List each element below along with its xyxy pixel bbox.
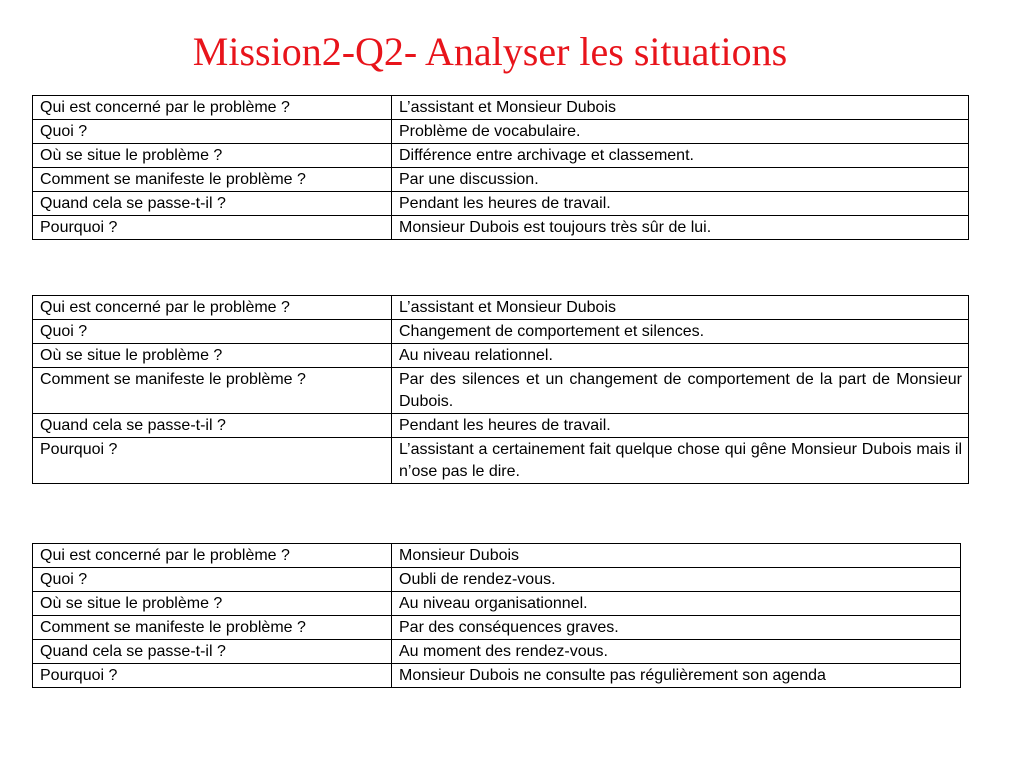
question-cell: Quand cela se passe-t-il ? — [33, 192, 392, 216]
question-cell: Comment se manifeste le problème ? — [33, 616, 392, 640]
question-cell: Comment se manifeste le problème ? — [33, 168, 392, 192]
answer-cell: L’assistant a certainement fait quelque chose qui gêne Monsieur Dubois mais il n’ose pas le dire. — [392, 438, 969, 484]
question-cell: Qui est concerné par le problème ? — [33, 96, 392, 120]
question-cell: Qui est concerné par le problème ? — [33, 544, 392, 568]
question-cell: Où se situe le problème ? — [33, 344, 392, 368]
question-cell: Où se situe le problème ? — [33, 592, 392, 616]
table-row — [33, 438, 969, 484]
page-title: Mission2-Q2- Analyser les situations — [192, 29, 788, 74]
table-row — [33, 568, 961, 592]
answer-cell: Par des silences et un changement de comportement de la part de Monsieur Dubois. — [392, 368, 969, 414]
answer-cell: Au niveau relationnel. — [392, 344, 969, 368]
table-row — [33, 616, 961, 640]
answer-cell: L’assistant et Monsieur Dubois — [392, 96, 969, 120]
table-row — [33, 216, 969, 240]
table-row — [33, 640, 961, 664]
table-row — [33, 544, 961, 568]
answer-cell: Monsieur Dubois — [392, 544, 961, 568]
answer-cell: Pendant les heures de travail. — [392, 192, 969, 216]
table-row — [33, 168, 969, 192]
answer-cell: Au moment des rendez-vous. — [392, 640, 961, 664]
table-row — [33, 344, 969, 368]
situation-table-3 — [32, 543, 961, 688]
situation-table-2 — [32, 295, 969, 484]
answer-cell: L’assistant et Monsieur Dubois — [392, 296, 969, 320]
answer-cell: Par des conséquences graves. — [392, 616, 961, 640]
answer-cell: Pendant les heures de travail. — [392, 414, 969, 438]
question-cell: Quand cela se passe-t-il ? — [33, 414, 392, 438]
question-cell: Pourquoi ? — [33, 438, 392, 484]
question-cell: Pourquoi ? — [33, 664, 392, 688]
table-row — [33, 296, 969, 320]
situation-table-1 — [32, 95, 969, 240]
answer-cell: Monsieur Dubois ne consulte pas régulièrement son agenda — [392, 664, 961, 688]
question-cell: Quoi ? — [33, 320, 392, 344]
answer-cell: Problème de vocabulaire. — [392, 120, 969, 144]
answer-cell: Par une discussion. — [392, 168, 969, 192]
table-row — [33, 120, 969, 144]
answer-cell: Monsieur Dubois est toujours très sûr de lui. — [392, 216, 969, 240]
table-row — [33, 320, 969, 344]
answer-cell: Différence entre archivage et classement. — [392, 144, 969, 168]
answer-cell: Oubli de rendez-vous. — [392, 568, 961, 592]
table-row — [33, 368, 969, 414]
answer-cell: Au niveau organisationnel. — [392, 592, 961, 616]
table-row — [33, 144, 969, 168]
answer-cell: Changement de comportement et silences. — [392, 320, 969, 344]
table-row — [33, 664, 961, 688]
question-cell: Quand cela se passe-t-il ? — [33, 640, 392, 664]
question-cell: Quoi ? — [33, 120, 392, 144]
question-cell: Comment se manifeste le problème ? — [33, 368, 392, 414]
table-row — [33, 96, 969, 120]
question-cell: Pourquoi ? — [33, 216, 392, 240]
question-cell: Qui est concerné par le problème ? — [33, 296, 392, 320]
question-cell: Où se situe le problème ? — [33, 144, 392, 168]
question-cell: Quoi ? — [33, 568, 392, 592]
table-row — [33, 592, 961, 616]
table-row — [33, 192, 969, 216]
table-row — [33, 414, 969, 438]
